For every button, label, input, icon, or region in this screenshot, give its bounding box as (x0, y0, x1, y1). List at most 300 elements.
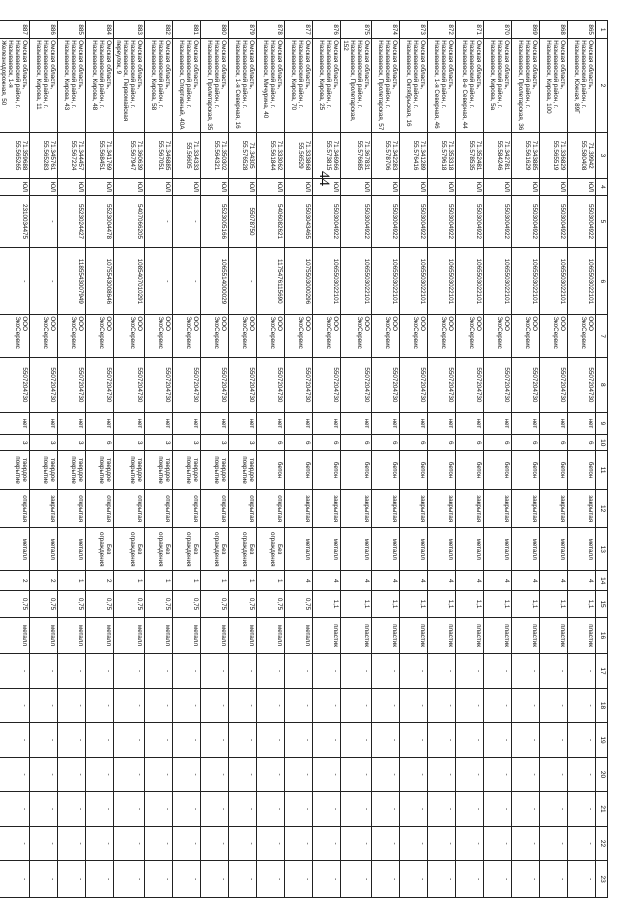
table-cell: нет (257, 412, 285, 434)
table-cell: - (512, 826, 540, 861)
table-cell: - (372, 792, 400, 827)
table-cell: 3 (58, 435, 86, 451)
table-cell: металл (400, 528, 428, 571)
table-cell: Омская область, Называевский район, г. Называевск, Кирова, 48 (86, 39, 114, 132)
table-cell: Омская область, Называевский район, г. Называевск, Мичурина, 40 (257, 39, 285, 132)
table-cell: - (86, 654, 114, 689)
table-cell: ООО ЭкоСервис (86, 315, 114, 358)
table-cell: бетон (484, 451, 512, 490)
table-cell: 5507204730 (201, 357, 229, 412)
table-cell: - (400, 826, 428, 861)
table-cell: - (30, 688, 58, 723)
table-cell: - (456, 654, 484, 689)
table-cell: ООО ЭкоСервис (201, 315, 229, 358)
table-cell: бетон (257, 451, 285, 490)
table-cell: - (400, 688, 428, 723)
table-cell: ЮЛ (285, 179, 313, 195)
table-cell: - (568, 688, 596, 723)
table-cell: ООО ЭкоСервис (484, 315, 512, 358)
table-cell: ЮЛ (145, 179, 173, 195)
table-cell: Без ограждения (145, 528, 173, 571)
table-cell: пластик (372, 617, 400, 654)
table-cell: - (568, 792, 596, 827)
table-cell: 71.353318 55.579618 (428, 132, 456, 179)
table-cell: 1175476115690 (257, 248, 285, 315)
table-cell: - (512, 654, 540, 689)
table-cell: закрытая (512, 489, 540, 528)
table-cell: - (428, 654, 456, 689)
table-cell: 1085407010291 (114, 248, 145, 315)
table-cell: - (372, 654, 400, 689)
table-cell: - (114, 723, 145, 758)
table-cell: твердое покрытие (114, 451, 145, 490)
table-cell: металл (285, 528, 313, 571)
table-cell: 4 (484, 571, 512, 591)
table-cell: ЮЛ (257, 179, 285, 195)
table-cell: 71.342283 55.578706 (372, 132, 400, 179)
table-cell: 71.341289 55.576416 (400, 132, 428, 179)
table-cell: Омская область, Называевский район, г. Называевск, Октябрьская, 16 (400, 39, 428, 132)
table-cell: 5507204730 (372, 357, 400, 412)
table-cell: пластик (540, 617, 568, 654)
table-cell: - (540, 654, 568, 689)
table-cell: закрытая (341, 489, 372, 528)
table-cell: - (428, 826, 456, 861)
table-cell: бетон (512, 451, 540, 490)
table-cell: 71.334333 55.56605 (173, 132, 201, 179)
table-cell: пластик (456, 617, 484, 654)
column-number: 8 (596, 357, 608, 412)
table-cell: ООО ЭкоСервис (540, 315, 568, 358)
table-cell: 2 (86, 571, 114, 591)
table-cell: - (86, 861, 114, 898)
table-cell: нет (568, 412, 596, 434)
table-cell: - (341, 826, 372, 861)
table-cell: - (428, 723, 456, 758)
table-cell: - (257, 757, 285, 792)
column-number: 12 (596, 489, 608, 528)
table-cell: - (372, 757, 400, 792)
table-cell: - (229, 248, 257, 315)
table-cell: - (285, 654, 313, 689)
table-cell: - (229, 688, 257, 723)
table-cell: нет (341, 412, 372, 434)
table-cell: Омская область, Называевский район, г. Называевск, Пролетарская, 35 (201, 39, 229, 132)
table-cell: - (484, 826, 512, 861)
table-cell: ООО ЭкоСервис (313, 315, 341, 358)
table-cell: 71.34305 55.576528 (229, 132, 257, 179)
table-cell: 3 (229, 435, 257, 451)
table-cell: 881 (173, 21, 201, 39)
table-cell: - (30, 654, 58, 689)
table-cell: - (484, 723, 512, 758)
table-cell: 886 (30, 21, 58, 39)
table-cell: ЮЛ (456, 179, 484, 195)
table-cell: - (540, 861, 568, 898)
table-cell: ООО ЭкоСервис (30, 315, 58, 358)
table-cell: 0,75 (257, 591, 285, 617)
table-cell: - (341, 792, 372, 827)
table-cell: пластик (428, 617, 456, 654)
table-cell: - (114, 757, 145, 792)
table-cell: 870 (484, 21, 512, 39)
table-cell: металл (428, 528, 456, 571)
table-cell: 877 (285, 21, 313, 39)
table-cell: открытая (145, 489, 173, 528)
table-cell: ЮЛ (512, 179, 540, 195)
table-cell: открытая (173, 489, 201, 528)
table-cell: ООО ЭкоСервис (341, 315, 372, 358)
column-number: 15 (596, 591, 608, 617)
column-number: 7 (596, 315, 608, 358)
column-number: 10 (596, 435, 608, 451)
table-cell: - (0, 654, 30, 689)
table-cell: - (145, 826, 173, 861)
table-cell: 6 (568, 435, 596, 451)
table-cell: - (201, 861, 229, 898)
table-cell: - (86, 792, 114, 827)
table-cell: - (229, 723, 257, 758)
table-cell: нет (58, 412, 86, 434)
table-cell: - (201, 723, 229, 758)
table-cell: 1065503022101 (372, 248, 400, 315)
table-cell: 55078750 (229, 195, 257, 248)
table-row (86, 21, 114, 898)
table-cell: 5503004922 (456, 195, 484, 248)
table-cell: - (540, 723, 568, 758)
table-cell: закрытая (428, 489, 456, 528)
table-cell: 1075503000296 (285, 248, 313, 315)
table-cell: 1,1 (313, 591, 341, 617)
table-cell: Омская область, Называевский район, г. Называевск, Кирова, 70 (285, 39, 313, 132)
table-cell: - (341, 861, 372, 898)
table-cell: - (0, 757, 30, 792)
table-cell: нет (30, 412, 58, 434)
table-row (341, 21, 372, 898)
table-cell: - (257, 792, 285, 827)
waste-sites-table (0, 20, 608, 898)
table-cell: 5523005166 (201, 195, 229, 248)
table-row (114, 21, 145, 898)
table-cell: нет (201, 412, 229, 434)
table-cell: закрытая (285, 489, 313, 528)
table-cell: - (568, 861, 596, 898)
column-number: 20 (596, 757, 608, 792)
table-cell: - (568, 654, 596, 689)
table-cell: металл (30, 528, 58, 571)
table-cell: открытая (86, 489, 114, 528)
table-cell: 871 (456, 21, 484, 39)
table-cell: 5503004922 (428, 195, 456, 248)
table-cell: 3 (30, 435, 58, 451)
table-cell: ЮЛ (484, 179, 512, 195)
table-cell: ЮЛ (568, 179, 596, 195)
table-cell: 71.39942 55.580408 (568, 132, 596, 179)
table-cell: - (0, 792, 30, 827)
table-cell: 873 (400, 21, 428, 39)
table-cell: 5407066205 (114, 195, 145, 248)
table-cell: Омская область, Называевский район, г. Называевск, Спортивный, 40А (173, 39, 201, 132)
table-cell: нет (484, 412, 512, 434)
table-cell: 1 (173, 571, 201, 591)
table-cell: - (400, 861, 428, 898)
table-cell: 6 (428, 435, 456, 451)
table-cell: металл (58, 528, 86, 571)
table-cell: твердое покрытие (30, 451, 58, 490)
table-cell: - (540, 826, 568, 861)
table-cell: 1 (201, 571, 229, 591)
table-cell: 5507204730 (484, 357, 512, 412)
table-cell: металл (456, 528, 484, 571)
table-cell: - (372, 826, 400, 861)
table-cell: - (201, 688, 229, 723)
table-cell: - (173, 757, 201, 792)
table-cell: металл (540, 528, 568, 571)
table-cell: 1,1 (372, 591, 400, 617)
table-cell: - (313, 757, 341, 792)
table-cell: - (86, 688, 114, 723)
table-cell: ЮЛ (173, 179, 201, 195)
table-cell: - (428, 792, 456, 827)
table-cell: - (428, 757, 456, 792)
table-cell: 0,75 (145, 591, 173, 617)
table-cell: - (0, 688, 30, 723)
table-cell: 0,75 (285, 591, 313, 617)
table-cell: - (58, 688, 86, 723)
table-cell: ООО ЭкоСервис (568, 315, 596, 358)
table-cell: открытая (0, 489, 30, 528)
table-cell: - (145, 757, 173, 792)
table-row (428, 21, 456, 898)
table-cell: - (456, 792, 484, 827)
table-cell: - (58, 861, 86, 898)
column-number: 19 (596, 723, 608, 758)
table-cell: - (428, 861, 456, 898)
table-cell: металл (568, 528, 596, 571)
table-cell: 878 (257, 21, 285, 39)
table-cell: 1065503022101 (400, 248, 428, 315)
table-cell: 71.346885 55.567051 (145, 132, 173, 179)
table-cell: 71.342781 55.584246 (484, 132, 512, 179)
table-cell: 5503004922 (484, 195, 512, 248)
table-row (201, 21, 229, 898)
table-cell: закрытая (313, 489, 341, 528)
table-cell: - (568, 826, 596, 861)
table-cell: закрытая (30, 489, 58, 528)
table-cell: ООО ЭкоСервис (114, 315, 145, 358)
table-cell: - (484, 757, 512, 792)
table-cell: - (145, 861, 173, 898)
table-cell: нет (145, 412, 173, 434)
table-cell: 5503004922 (400, 195, 428, 248)
table-cell: 6 (285, 435, 313, 451)
table-cell: 4 (341, 571, 372, 591)
table-cell: Без ограждения (229, 528, 257, 571)
table-row (540, 21, 568, 898)
table-cell: пластик (568, 617, 596, 654)
table-cell: - (456, 757, 484, 792)
table-cell: 0,75 (30, 591, 58, 617)
table-cell: 5507204730 (285, 357, 313, 412)
column-number: 9 (596, 412, 608, 434)
column-number: 2 (596, 39, 608, 132)
column-number: 4 (596, 179, 608, 195)
table-cell: нет (428, 412, 456, 434)
table-cell: пластик (341, 617, 372, 654)
table-cell: Омская область, Называевский район, г. Называевск, Кирова, 58 (145, 39, 173, 132)
table-cell: 6 (86, 435, 114, 451)
rotated-table-container (0, 20, 608, 898)
table-cell: 1065503022101 (484, 248, 512, 315)
table-cell: 2310034475 (0, 195, 30, 248)
column-number: 5 (596, 195, 608, 248)
table-cell: 5503004922 (341, 195, 372, 248)
table-cell: - (229, 654, 257, 689)
table-cell: 5507204730 (145, 357, 173, 412)
table-cell: - (285, 861, 313, 898)
table-cell: закрытая (372, 489, 400, 528)
table-cell: - (145, 654, 173, 689)
table-cell: - (30, 248, 58, 315)
table-cell: - (512, 757, 540, 792)
table-cell: - (145, 248, 173, 315)
table-cell: 0,75 (114, 591, 145, 617)
table-cell: ЮЛ (58, 179, 86, 195)
table-row (456, 21, 484, 898)
table-cell: - (257, 861, 285, 898)
table-cell: Омская область, Называевский район, г. Называевск, Кирова, 5а (484, 39, 512, 132)
table-cell: 5507204730 (114, 357, 145, 412)
table-cell: металл (201, 617, 229, 654)
table-cell: - (400, 757, 428, 792)
table-cell: - (58, 723, 86, 758)
table-row (313, 21, 341, 898)
table-cell: - (372, 688, 400, 723)
table-cell: - (341, 654, 372, 689)
table-cell: нет (114, 412, 145, 434)
table-cell: Омская область, Называевский район, г. Называевск, 1-я Северная, 46 (428, 39, 456, 132)
table-cell: - (173, 723, 201, 758)
table-cell: бетон (400, 451, 428, 490)
table-cell: ООО ЭкоСервис (257, 315, 285, 358)
table-cell: 5507204730 (341, 357, 372, 412)
table-cell: 883 (114, 21, 145, 39)
table-cell: Омская область, Называевский район, г. Называевск, Пролетарская, 152 (341, 39, 372, 132)
table-cell: ООО ЭкоСервис (456, 315, 484, 358)
table-cell: 1065514000029 (201, 248, 229, 315)
table-cell: - (285, 688, 313, 723)
table-cell: Омская область, Называевский район, г. Называевск, 1-я Железнодорожная, 50 (0, 39, 30, 132)
table-cell: 4 (372, 571, 400, 591)
table-cell: - (484, 654, 512, 689)
table-cell: Без ограждения (201, 528, 229, 571)
table-cell: - (58, 757, 86, 792)
table-cell: Без ограждения (114, 528, 145, 571)
table-cell: - (540, 757, 568, 792)
table-cell: 1075543008646 (86, 248, 114, 315)
table-cell: 3 (145, 435, 173, 451)
table-row (484, 21, 512, 898)
table-cell: 5507204730 (30, 357, 58, 412)
table-cell: - (285, 826, 313, 861)
table-cell: 4 (400, 571, 428, 591)
table-row (30, 21, 58, 898)
table-cell: 5503004922 (540, 195, 568, 248)
table-cell: - (58, 654, 86, 689)
column-number: 11 (596, 451, 608, 490)
table-cell: 71.360639 55.567947 (114, 132, 145, 179)
table-cell: - (173, 826, 201, 861)
table-cell: - (30, 723, 58, 758)
table-cell: металл (484, 528, 512, 571)
table-cell: 5507204730 (173, 357, 201, 412)
table-cell: - (341, 688, 372, 723)
table-cell: пластик (484, 617, 512, 654)
table-cell: Омская область, Называевский район, г. Называевск, Кирова, 11 (30, 39, 58, 132)
table-cell: 5507204730 (58, 357, 86, 412)
table-cell: - (313, 826, 341, 861)
table-cell: 1065503022101 (456, 248, 484, 315)
table-cell: 1,1 (540, 591, 568, 617)
table-cell: ООО ЭкоСервис (400, 315, 428, 358)
table-cell: ООО ЭкоСервис (145, 315, 173, 358)
table-cell: открытая (201, 489, 229, 528)
table-row (285, 21, 313, 898)
table-cell: 1 (58, 571, 86, 591)
table-cell: 879 (229, 21, 257, 39)
table-cell: 887 (0, 21, 30, 39)
table-cell: - (372, 861, 400, 898)
table-cell: 1,1 (400, 591, 428, 617)
table-cell: 882 (145, 21, 173, 39)
table-cell: 6 (484, 435, 512, 451)
table-cell: металл (30, 617, 58, 654)
table-cell: 880 (201, 21, 229, 39)
table-cell: 3 (173, 435, 201, 451)
table-cell: - (484, 861, 512, 898)
table-cell: 5507204730 (456, 357, 484, 412)
table-cell: твердое покрытие (145, 451, 173, 490)
table-cell: 6 (372, 435, 400, 451)
table-cell: 71.333868 55.56529 (285, 132, 313, 179)
table-cell: - (428, 688, 456, 723)
table-cell: 5507204730 (512, 357, 540, 412)
table-cell: нет (86, 412, 114, 434)
column-number: 3 (596, 132, 608, 179)
table-cell: - (456, 688, 484, 723)
table-row (568, 21, 596, 898)
table-cell: 71.333062 55.561844 (257, 132, 285, 179)
table-cell: 1,1 (341, 591, 372, 617)
table-cell: Омская область, Называевский район, г. Называевск, Пролетарская, 36 (512, 39, 540, 132)
table-cell: 5507204730 (86, 357, 114, 412)
table-cell: - (173, 688, 201, 723)
table-cell: - (229, 792, 257, 827)
table-cell: - (285, 792, 313, 827)
table-cell: закрытая (456, 489, 484, 528)
table-cell: - (484, 792, 512, 827)
table-cell: металл (512, 528, 540, 571)
table-cell: бетон (428, 451, 456, 490)
table-cell: 6 (512, 435, 540, 451)
table-cell: 874 (372, 21, 400, 39)
table-cell: ЮЛ (229, 179, 257, 195)
table-cell: Омская область, Называевский район, г. Называевск, Южная, 89Г (568, 39, 596, 132)
table-cell: 1,1 (568, 591, 596, 617)
table-cell: ЮЛ (341, 179, 372, 195)
table-cell: 884 (86, 21, 114, 39)
document-page (0, 20, 608, 898)
